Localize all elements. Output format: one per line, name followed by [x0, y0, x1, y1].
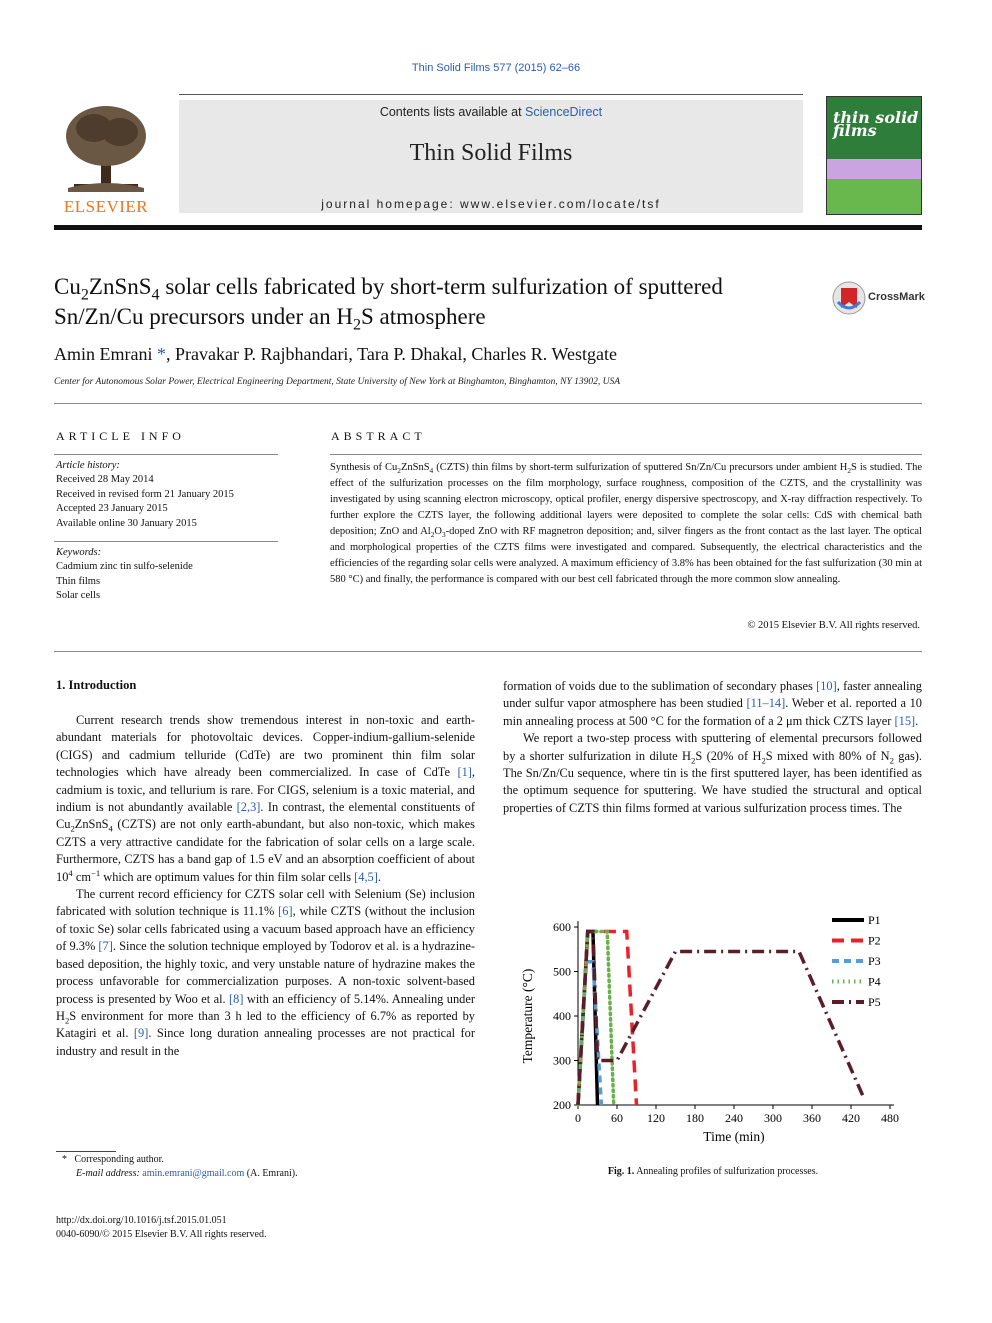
article-info-label: ARTICLE INFO [56, 429, 185, 443]
x-tick-label: 0 [575, 1111, 581, 1125]
article-history [56, 459, 280, 531]
x-tick-label: 180 [686, 1111, 704, 1125]
history-revised: Received in revised form 21 January 2015 [56, 488, 234, 500]
intro-paragraph-1: Current research trends show tremendous interest in non-toxic and earth-abundant materials for photovoltaic devices. Copper-indium-gallium-selenide (CIGS) and cadmium telluride (CdTe) are two prominent thin film solar technologies which have already been commercialized. In case of CdTe [1], cadmium is toxic, and tellurium is rare. For CIGS, selenium is a toxic material, and indium is not abundantly available [2,3]. In contrast, the elemental constituents of $Cu_2ZnSnS_4$ (CZTS) are not only earth-abundant, but also non-toxic, which makes CZTS a very attractive candidate for the fabrication of solar cells on a large scale. Furthermore, CZTS has a band gap of 1.5 eV and an absorption coefficient of about $10^4$ $cm^{-1}$ which are optimum values for thin film solar cells [4,5]. [56, 713, 476, 884]
elsevier-logo [54, 98, 158, 216]
x-tick-label: 360 [803, 1111, 821, 1125]
corresponding-author-mark[interactable]: * [156, 344, 166, 364]
x-tick-label: 120 [647, 1111, 665, 1125]
figure-caption-text: Annealing profiles of sulfurization processes. [634, 1166, 819, 1177]
abstract-copyright: © 2015 Elsevier B.V. All rights reserved. [747, 620, 920, 631]
cover-band [827, 159, 921, 179]
header-thick-rule [54, 225, 922, 230]
y-tick-label: 600 [553, 920, 571, 934]
citation-link[interactable]: [4,5] [354, 869, 378, 884]
citation-link[interactable]: [1] [457, 765, 472, 780]
x-tick-label: 240 [725, 1111, 743, 1125]
cover-title: thin solid films [833, 108, 919, 140]
intro-paragraph-4: We report a two-step process with sputtering of elemental precursors followed by a shorter sulfurization in dilute $H_2S$ (20% of $H_2S$ mixed with 80% of $N_2$ gas). The Sn/Zn/Cu sequence, where tin is the first sputtered layer, has been identified as the optimum sequence for sputtering. We have studied the structural and optical properties of CZTS thin films formed at various sulfurization process times. The [503, 731, 923, 815]
keywords [56, 546, 280, 604]
citation-link[interactable]: [9] [133, 1026, 149, 1041]
title-rule [54, 403, 922, 404]
journal-homepage[interactable]: journal homepage: www.elsevier.com/locate/tsf [321, 197, 661, 211]
crossmark-badge[interactable] [832, 280, 924, 316]
series-line-p5 [578, 931, 864, 1105]
citation-link[interactable]: [15] [894, 713, 916, 728]
x-axis-title: Time (min) [703, 1129, 765, 1144]
crossmark-label: CrossMark [868, 291, 925, 303]
y-axis-title: Temperature (°C) [520, 968, 535, 1064]
history-label: Article history: [56, 460, 120, 471]
keyword-item: Thin films [56, 575, 101, 587]
keywords-rule [54, 541, 278, 542]
sciencedirect-link[interactable]: ScienceDirect [525, 105, 603, 119]
y-tick-label: 200 [553, 1098, 571, 1112]
figure-1-caption [503, 1166, 923, 1177]
intro-paragraph-3: formation of voids due to the sublimation of secondary phases [10], faster annealing under sulfur vapor atmosphere has been studied [11–14]. Weber et al. reported a 10 min annealing process at 500 °C for the formation of a 2 μm thick CZTS layer [15]. [503, 679, 922, 728]
history-accepted: Accepted 23 January 2015 [56, 503, 168, 515]
journal-reference[interactable]: Thin Solid Films 577 (2015) 62–66 [411, 62, 581, 74]
citation-link[interactable]: [10] [816, 679, 837, 693]
keywords-label: Keywords: [56, 547, 102, 558]
legend-label-p5: P5 [868, 995, 881, 1009]
section-heading-introduction: 1. Introduction [56, 678, 137, 692]
x-tick-label: 300 [764, 1111, 782, 1125]
corresponding-footnote: * Corresponding author. [62, 1154, 164, 1165]
y-tick-label: 500 [553, 964, 571, 979]
y-tick-label: 400 [553, 1009, 571, 1023]
other-authors: , Pravakar P. Rajbhandari, Tara P. Dhakal, Charles R. Westgate [165, 344, 618, 364]
contents-line [179, 105, 803, 119]
abstract-rule [330, 454, 922, 455]
annealing-profile-chart [510, 905, 920, 1150]
figure-label: Fig. 1. [607, 1166, 635, 1177]
citation-link[interactable]: [6] [278, 904, 293, 919]
publisher-wordmark: ELSEVIER [63, 197, 149, 216]
author-list [54, 344, 617, 365]
history-received: Received 28 May 2014 [56, 474, 154, 486]
journal-title: Thin Solid Films [409, 140, 573, 166]
cover-band-lower [827, 179, 921, 214]
contents-prefix: Contents lists available at [379, 105, 526, 119]
info-rule [54, 454, 278, 455]
intro-right-column [503, 678, 922, 817]
affiliation: Center for Autonomous Solar Power, Electrical Engineering Department, State University of New York at Binghamton, Binghamton, NY 13902, USA [54, 377, 621, 387]
y-tick-label: 300 [553, 1053, 571, 1068]
intro-paragraph-2: The current record efficiency for CZTS solar cell with Selenium (Se) inclusion fabricated with solution technique is 11.1% [6], while CZTS (without the inclusion of toxic Se) solar cells fabricated using a vacuum based approach have an efficiency of 9.3% [7]. Since the solution technique employed by Todorov et al. is a hydrazine-based deposition, the highly toxic, and very unstable nature of hydrazine makes the process unfavorable for commercialization purposes. A non-toxic solvent-based process is presented by Woo et al. [8] with an efficiency of 5.14%. Annealing under $H_2S$ environment for more than 3 h led to the efficiency of 6.7% as reported by Katagiri et al. [9]. Since long duration annealing processes are not practical for industry and result in the [56, 887, 475, 1058]
abstract-text: Synthesis of $Cu_2ZnSnS_4$ (CZTS) thin films by short-term sulfurization of sputtered Sn/Zn/Cu precursors under ambient $H_2S$ is studied. The effect of the sulfurization processes on the film morphology, surface roughness, composition of the CZTS, and the crystallinity was investigated by using scanning electron microscopy, optical profiler, energy dispersive spectroscopy, and X-ray diffraction respectively. To further explore the CZTS layer, the following additional layers were deposited to complete the solar cells: CdS with chemical bath deposition; ZnO and $Al_2O_3$-doped ZnO with RF magnetron deposition; and, silver fingers as the front contact as the last layer. The optical and morphological properties of the CZTS films were investigated and compared. Subsequently, the electrical characteristics and the efficiencies of the regarding solar cells were analyzed. A maximum efficiency of 3.8% has been obtained for the fast sulfurization (30 min at 580 °C) and finally, the performance is compared with our best cell fabricated through the more common slow annealing. [330, 462, 922, 585]
legend-label-p1: P1 [868, 913, 881, 927]
keyword-item: Cadmium zinc tin sulfo-selenide [56, 561, 193, 573]
x-tick-label: 60 [611, 1111, 623, 1125]
intro-left-column [56, 712, 475, 1060]
issn-line: 0040-6090/© 2015 Elsevier B.V. All rights reserved. [56, 1229, 267, 1240]
abstract-label: ABSTRACT [331, 429, 426, 443]
citation-link[interactable]: [2,3] [236, 800, 261, 815]
author-email-link[interactable]: amin.emrani@gmail.com [142, 1168, 245, 1179]
header-rule [179, 94, 803, 95]
doi-link[interactable]: http://dx.doi.org/10.1016/j.tsf.2015.01.051 [56, 1215, 227, 1226]
abstract-bottom-rule [54, 651, 922, 652]
x-tick-label: 420 [842, 1111, 860, 1125]
legend-label-p2: P2 [868, 933, 881, 948]
keyword-item: Solar cells [56, 590, 101, 602]
legend-label-p4: P4 [868, 974, 881, 989]
history-online: Available online 30 January 2015 [56, 517, 197, 529]
journal-cover [826, 96, 922, 215]
email-footnote: E-mail address: amin.emrani@gmail.com (A. Emrani). [76, 1168, 298, 1179]
author-emrani[interactable]: Amin Emrani [54, 344, 153, 364]
x-tick-label: 480 [881, 1111, 899, 1125]
footnote-rule [56, 1151, 116, 1152]
citation-link[interactable]: [11–14] [746, 696, 786, 711]
crossmark-icon [832, 280, 866, 316]
citation-link[interactable]: [8] [229, 991, 244, 1006]
citation-link[interactable]: [7] [98, 939, 113, 954]
legend-label-p3: P3 [868, 954, 881, 968]
article-title: $Cu_2ZnSnS_4$ solar cells fabricated by short-term sulfurization of sputtered Sn/Zn/Cu precursors under an $H_2S$ atmosphere [54, 274, 723, 334]
